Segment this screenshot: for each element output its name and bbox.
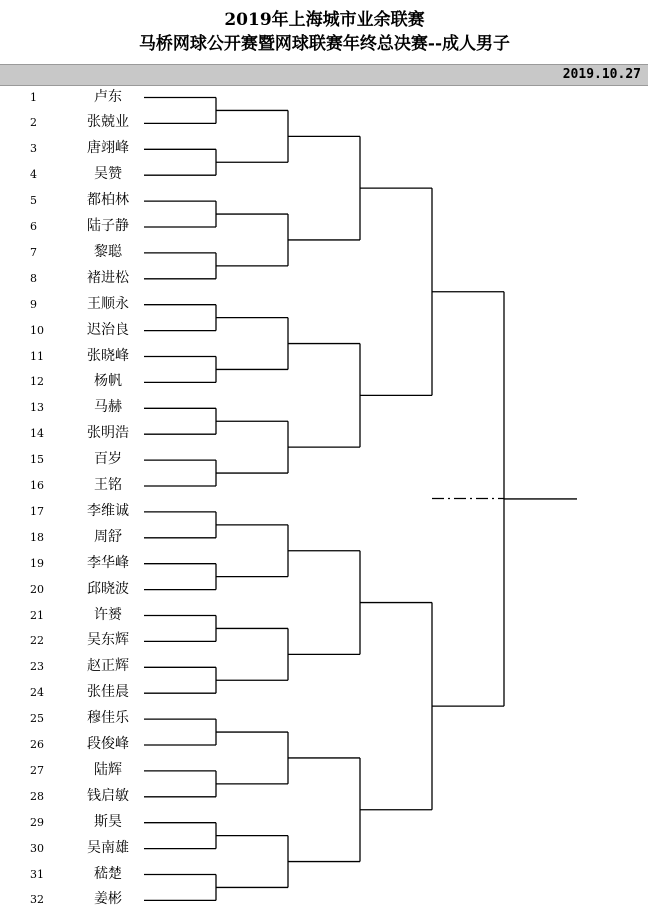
player-name: 张晓峰 <box>87 347 129 364</box>
seed-number: 5 <box>30 194 37 208</box>
player-name: 陆辉 <box>94 761 122 778</box>
seed-number: 11 <box>30 349 44 363</box>
player-name: 百岁 <box>94 451 122 468</box>
seed-number: 32 <box>30 893 44 907</box>
seed-number: 3 <box>30 142 37 156</box>
player-name: 迟治良 <box>87 321 129 338</box>
player-name: 钱启敏 <box>87 787 129 804</box>
seed-number: 28 <box>30 789 44 803</box>
page-subtitle: 马桥网球公开赛暨网球联赛年终总决赛--成人男子 <box>138 34 511 54</box>
seed-number: 9 <box>30 297 37 311</box>
player-name: 李维诚 <box>87 502 129 519</box>
player-name: 陆子静 <box>87 218 129 234</box>
player-name: 马赫 <box>94 399 122 416</box>
seed-number: 19 <box>30 556 44 570</box>
player-name: 黎聪 <box>94 243 122 260</box>
seed-number: 21 <box>30 608 44 622</box>
player-name: 赵正辉 <box>87 658 129 675</box>
player-name: 褚进松 <box>87 269 129 286</box>
seed-number: 17 <box>30 504 44 518</box>
seed-number: 29 <box>30 815 44 829</box>
player-name: 张兢业 <box>87 114 129 131</box>
seed-number: 6 <box>30 220 37 233</box>
player-name: 斯昊 <box>94 813 122 830</box>
seed-number: 26 <box>30 738 44 751</box>
player-name: 吴南雄 <box>87 839 129 856</box>
player-name: 周舒 <box>94 528 122 545</box>
player-name: 卢东 <box>94 88 122 105</box>
event-date: 2019.10.27 <box>562 67 641 82</box>
player-name: 杨帆 <box>94 373 122 390</box>
page-title: 2019年上海城市业余联赛 <box>224 10 425 30</box>
seed-number: 8 <box>30 271 37 285</box>
player-name: 穆佳乐 <box>87 710 129 727</box>
seed-number: 20 <box>30 582 44 596</box>
seed-number: 1 <box>30 90 37 104</box>
seed-number: 31 <box>30 867 44 881</box>
player-name: 嵇楚 <box>94 865 122 882</box>
player-name: 吴东辉 <box>87 632 129 649</box>
player-name: 段俊峰 <box>87 736 129 752</box>
seed-number: 4 <box>30 168 37 182</box>
seed-number: 14 <box>30 427 44 441</box>
seed-number: 24 <box>30 686 44 700</box>
seed-number: 10 <box>30 323 44 337</box>
seed-number: 30 <box>30 841 44 855</box>
seed-number: 15 <box>30 453 44 467</box>
seed-number: 18 <box>30 530 44 544</box>
player-name: 吴赞 <box>94 166 122 183</box>
seed-number: 23 <box>30 660 44 674</box>
seed-number: 22 <box>30 634 44 648</box>
player-name: 都柏林 <box>87 192 129 209</box>
player-name: 邱晓波 <box>87 580 129 597</box>
player-name: 张佳晨 <box>87 684 129 701</box>
player-name: 姜彬 <box>94 891 122 908</box>
seed-number: 13 <box>30 401 44 415</box>
player-name: 唐翊峰 <box>87 140 129 157</box>
seed-number: 12 <box>30 375 44 389</box>
seed-number: 7 <box>30 245 37 259</box>
player-name: 李华峰 <box>87 554 129 571</box>
player-name: 许赟 <box>94 606 122 623</box>
seed-number: 16 <box>30 479 44 492</box>
player-name: 王铭 <box>94 477 122 493</box>
seed-number: 2 <box>30 116 37 130</box>
seed-number: 25 <box>30 712 44 726</box>
player-name: 王顺永 <box>87 295 129 312</box>
seed-number: 27 <box>30 763 44 777</box>
player-name: 张明浩 <box>87 425 129 442</box>
